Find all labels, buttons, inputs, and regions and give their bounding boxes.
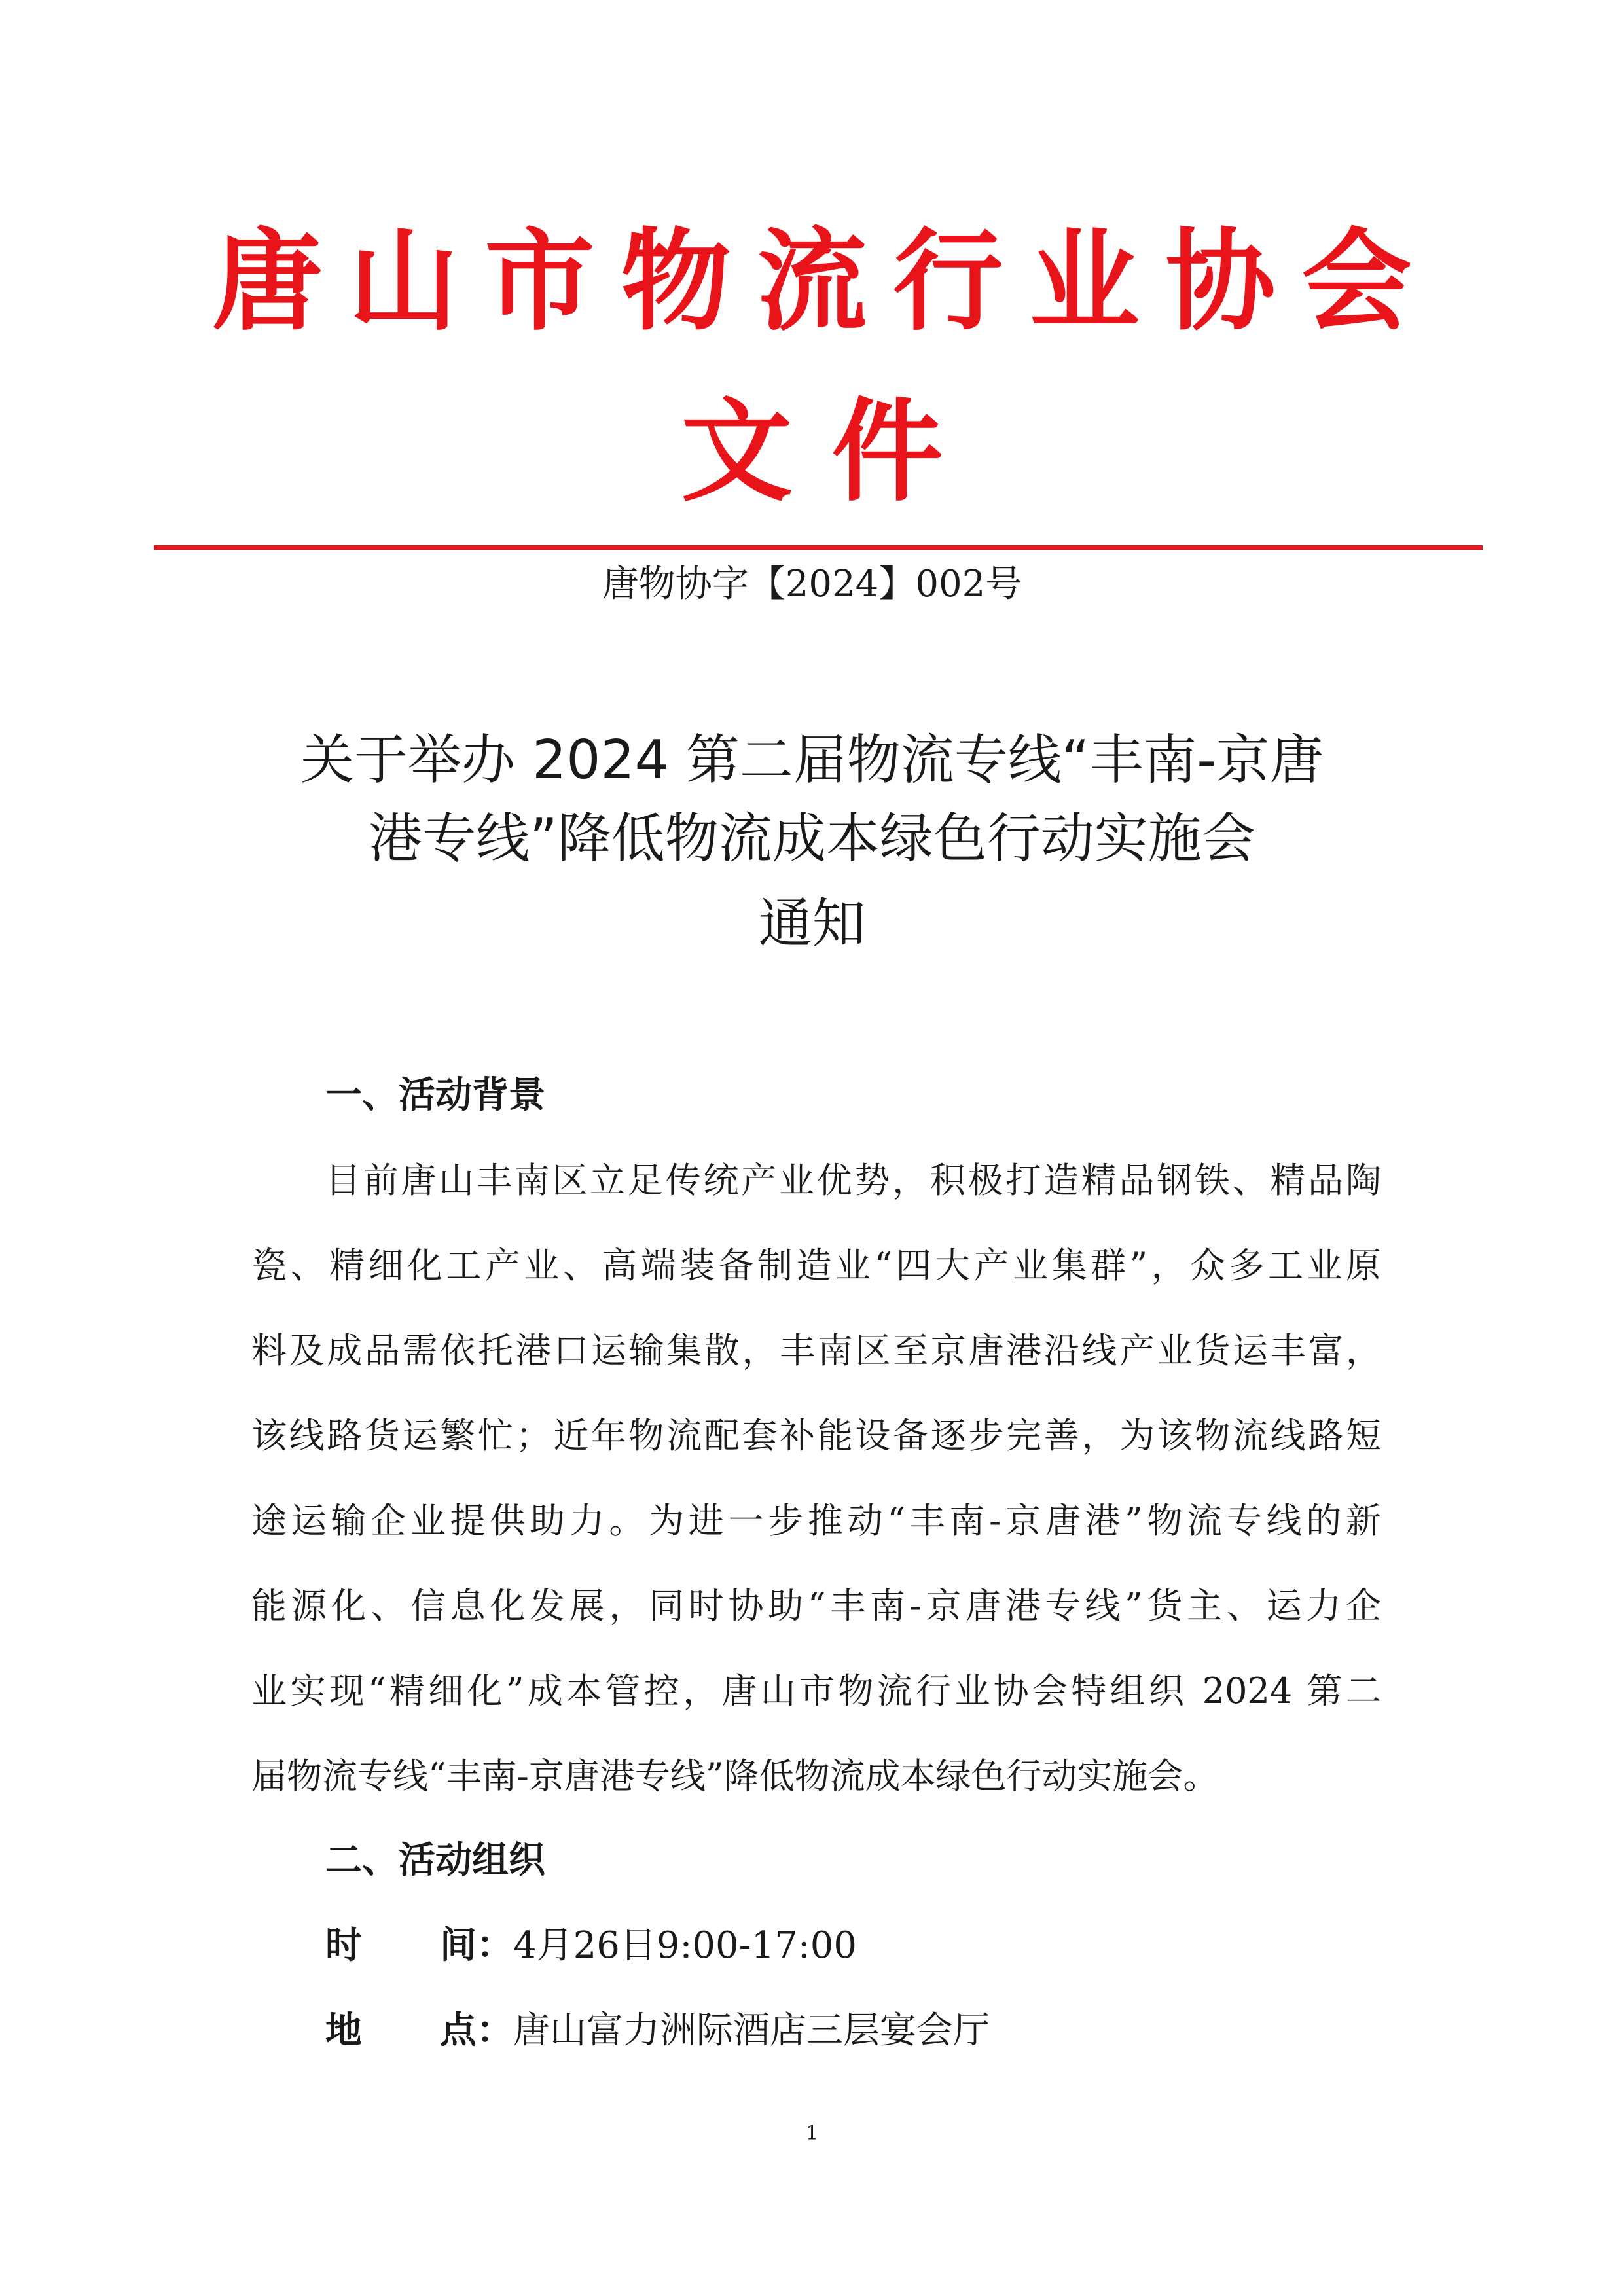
notice-title-line-1: 关于举办 2024 第二届物流专线“丰南-京唐 [300, 729, 1324, 791]
time-value: 4月26日9:00-17:00 [513, 1924, 857, 1967]
document-type-title: 文件 [681, 386, 983, 517]
notice-title-line-3: 通知 [758, 893, 866, 955]
place-value: 唐山富力洲际酒店三层宴会厅 [513, 2009, 990, 2052]
document-number: 唐物协字【2024】002号 [602, 563, 1022, 605]
paragraph-line: 该线路货运繁忙；近年物流配套补能设备逐步完善，为该物流线路短 [251, 1415, 1381, 1456]
paragraph-line: 业实现“精细化”成本管控，唐山市物流行业协会特组织 2024 第二 [251, 1670, 1381, 1712]
section-heading-background: 一、活动背景 [325, 1074, 545, 1117]
paragraph-line: 瓷、精细化工产业、高端装备制造业“四大产业集群”，众多工业原 [251, 1245, 1381, 1286]
paragraph-line: 能源化、信息化发展，同时协助“丰南-京唐港专线”货主、运力企 [251, 1585, 1381, 1626]
page-number: 1 [805, 2122, 819, 2145]
paragraph-line: 届物流专线“丰南-京唐港专线”降低物流成本绿色行动实施会。 [251, 1755, 1219, 1797]
section-heading-organization: 二、活动组织 [325, 1839, 545, 1882]
notice-title-line-2: 港专线”降低物流成本绿色行动实施会 [369, 808, 1255, 870]
time-label: 时 间： [325, 1924, 513, 1967]
event-place-row [325, 2005, 990, 2057]
paragraph-line: 料及成品需依托港口运输集散，丰南区至京唐港沿线产业货运丰富， [251, 1330, 1381, 1371]
red-divider-line [154, 545, 1483, 550]
paragraph-line: 途运输企业提供助力。为进一步推动“丰南-京唐港”物流专线的新 [251, 1500, 1381, 1541]
place-label: 地 点： [325, 2009, 513, 2052]
paragraph-line: 目前唐山丰南区立足传统产业优势，积极打造精品钢铁、精品陶 [325, 1160, 1381, 1201]
org-title: 唐山市物流行业协会 [212, 216, 1438, 346]
event-time-row [325, 1920, 857, 1972]
